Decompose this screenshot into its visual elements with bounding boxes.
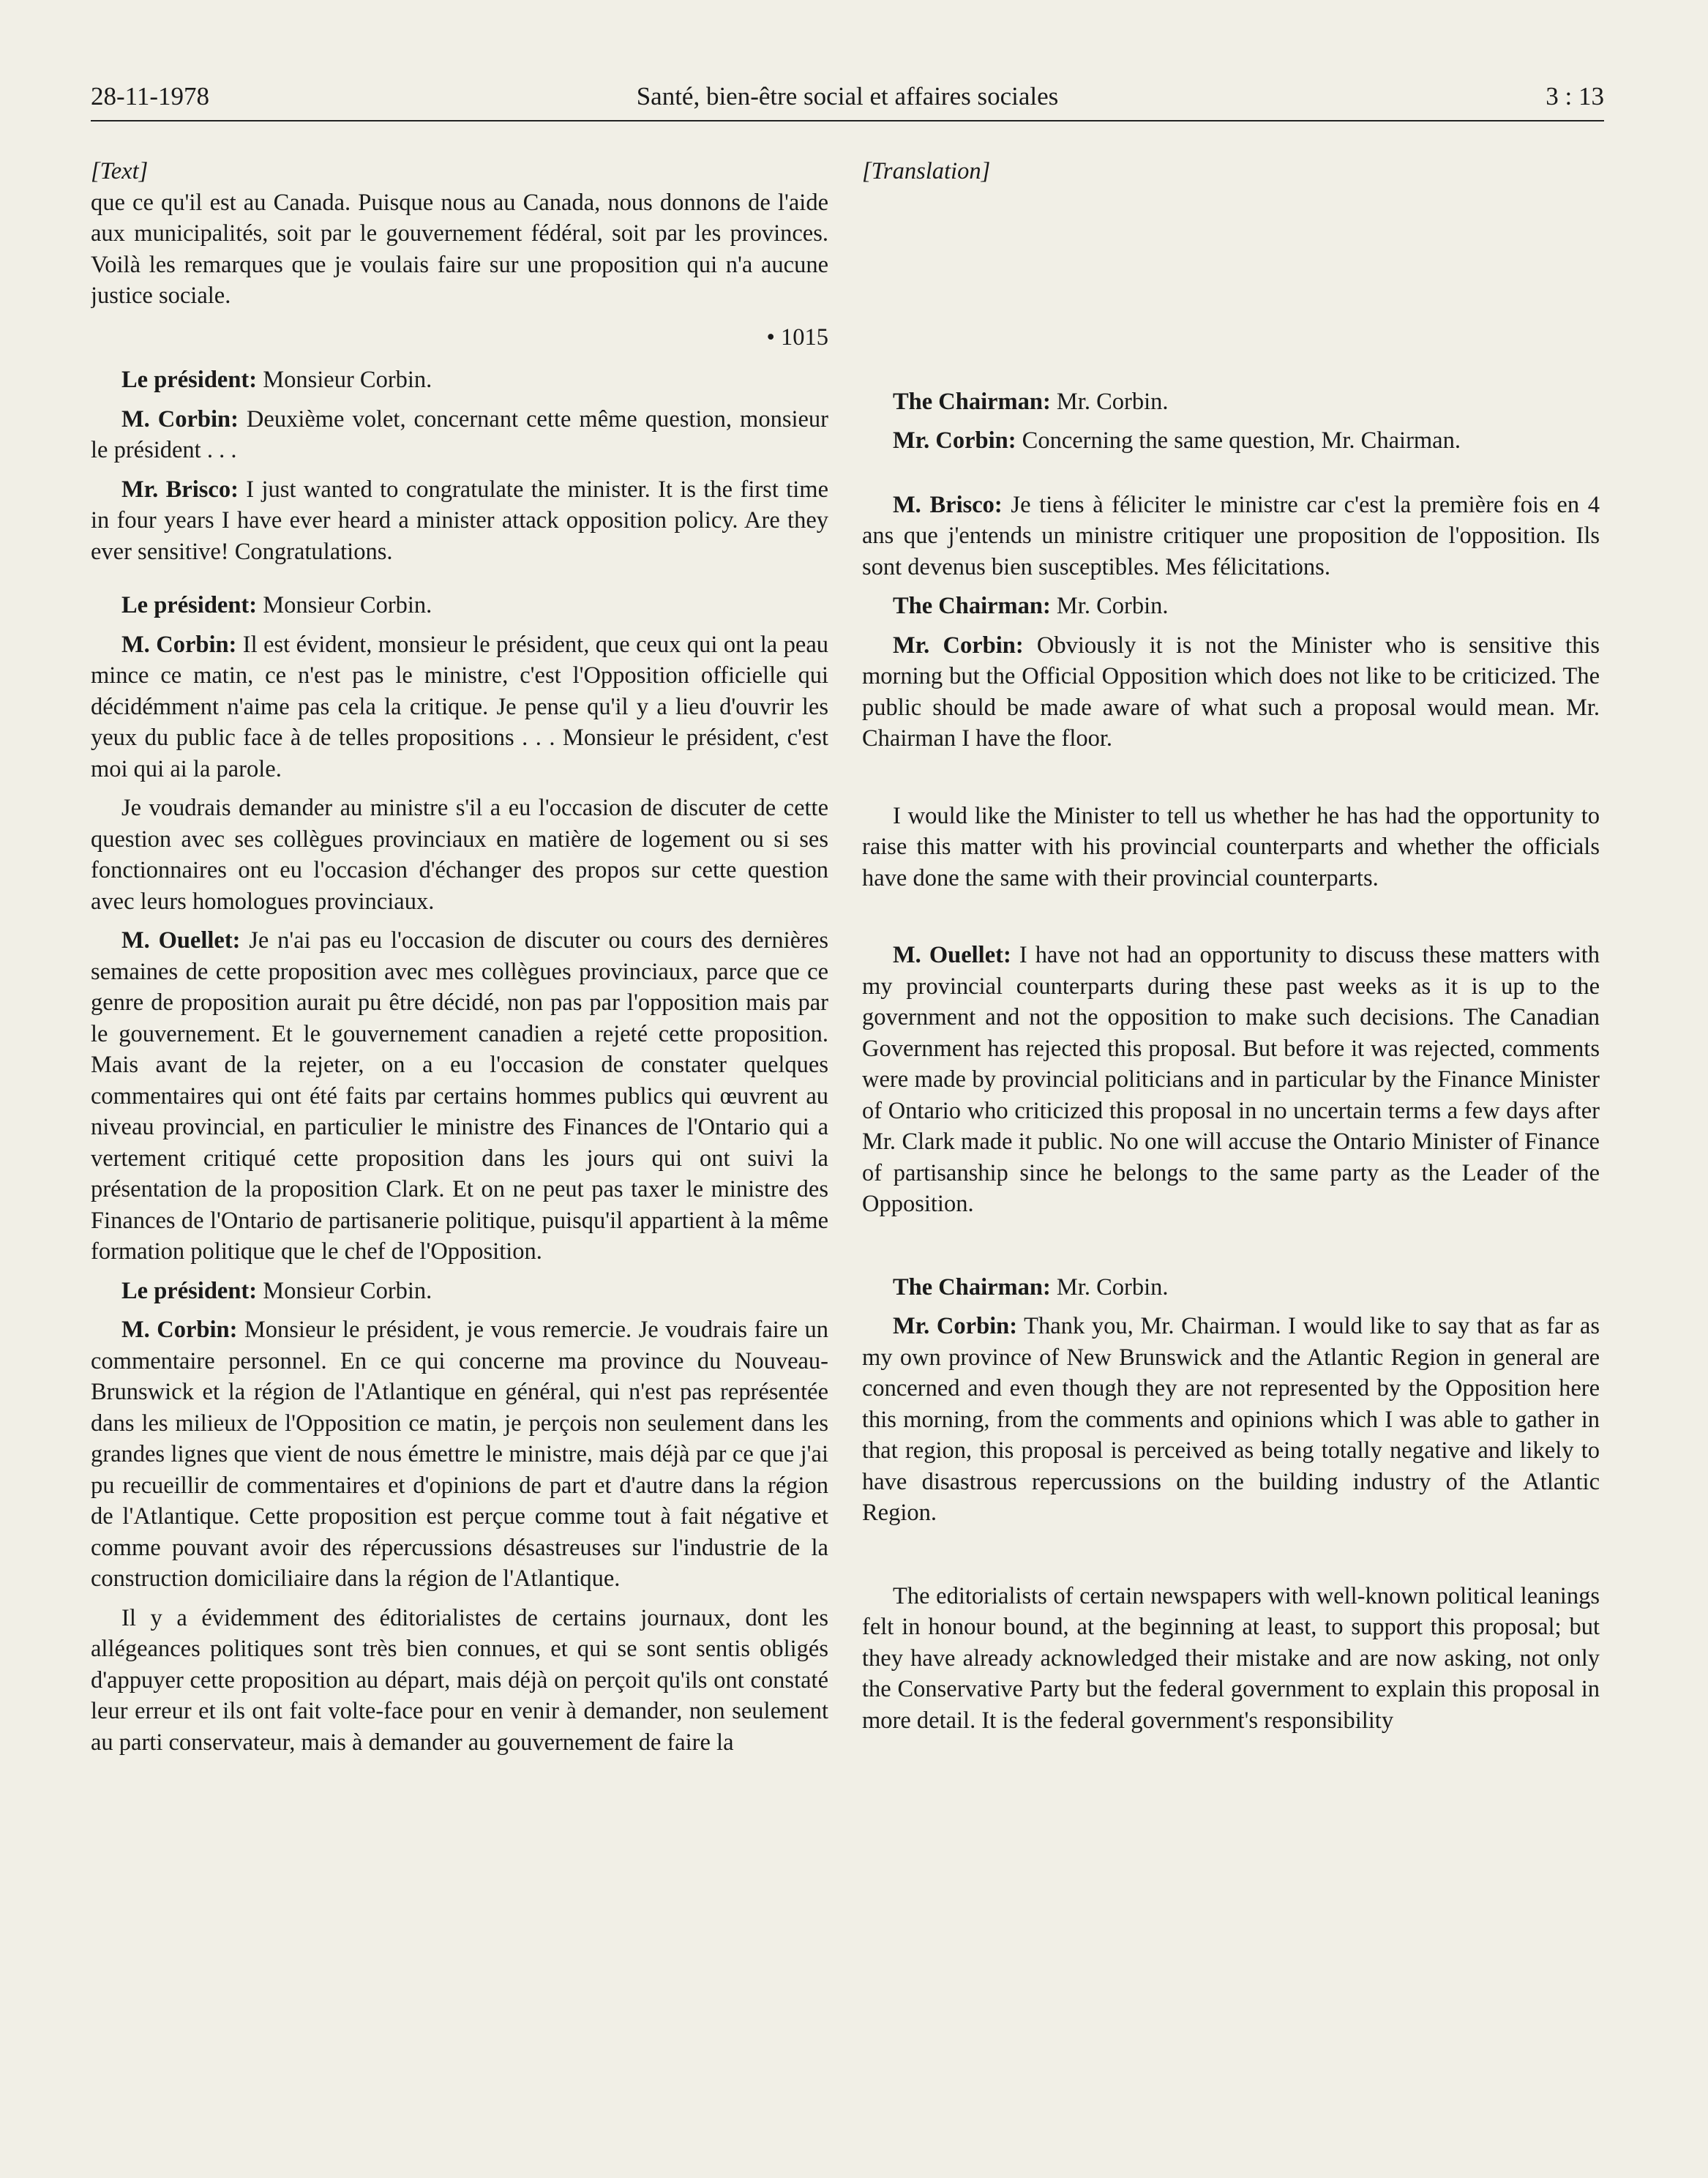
speaker-name: M. Ouellet: [121,927,241,954]
speech-text: Je tiens à féliciter le ministre car c'est la première fois en 4 ans que j'entends un ministre critiquer une proposition de l'opposition. Ils sont devenus bien susceptibles. Mes félicitations. [862,491,1600,580]
speaker-name: Mr. Corbin: [893,1313,1018,1339]
paragraph-right-7 [862,940,1600,1220]
speaker-name: Le président: [121,1277,258,1304]
spacer [862,1537,1600,1581]
paragraph-left-4 [91,590,828,621]
french-column [91,156,828,2132]
paragraph-continuation: que ce qu'il est au Canada. Puisque nous au Canada, nous donnons de l'aide aux municipalités, soit par le gouvernement fédéral, soit par les provinces. Voilà les remarques que je voulais faire sur une proposition qui n'a aucune justice sociale. [91,189,828,309]
header-title: Santé, bien-être social et affaires sociales [636,82,1059,111]
speaker-name: Le président: [121,592,258,618]
paragraph-right-3 [862,490,1600,583]
spacer [862,902,1600,940]
paragraph-left-6: Je voudrais demander au ministre s'il a eu l'occasion de discuter de cette question avec ses collègues provinciaux en matière de logement ou si ses fonctionnaires ont eu l'occasion d'échanger des propos sur cette question avec leurs homologues provinciaux. [91,795,828,915]
header-date: 28-11-1978 [91,82,210,111]
header-page-number: 3 : 13 [1546,82,1604,111]
paragraph-right-9 [862,1311,1600,1529]
speaker-name: The Chairman: [893,593,1051,619]
paragraph-right-8 [862,1272,1600,1303]
speaker-name: Mr. Brisco: [121,476,239,503]
spacer [862,187,1600,386]
paragraph-right-4 [862,591,1600,622]
english-column [862,156,1600,2132]
speaker-name: Mr. Corbin: [893,632,1024,659]
speech-text: Mr. Corbin. [1050,1273,1169,1301]
speaker-name: The Chairman: [893,1273,1051,1301]
speech-text: Monsieur Corbin. [257,592,432,618]
speech-text: I just wanted to congratulate the minister. It is the first time in four years I have ever heard a minister attack opposition policy. Are they ever sensitive! Congratulations. [91,476,828,565]
speaker-name: M. Corbin: [121,1317,238,1343]
time-marker: • 1015 [766,323,828,351]
speech-text: I have not had an opportunity to discuss these matters with my provincial counterparts during these past weeks as it is up to the government and not the opposition to make such decisions. The Canadian Government has rejected this proposal. But before it was rejected, comments were made by provincial politicians and in particular by the Finance Minister of Ontario who criticized this proposal in no uncertain terms a few days after Mr. Clark made it public. No one will accuse the Ontario Minister of Finance of partisanship since he belongs to the same party as the Leader of the Opposition. [862,942,1600,1217]
spacer [862,763,1600,801]
spacer [91,575,828,590]
paragraph-left-7 [91,925,828,1268]
paragraph-left-10: Il y a évidemment des éditorialistes de certains journaux, dont les allégeances politiques sont très bien connues, et qui se sont sentis obligés d'appuyer cette proposition au départ, mais déjà on perçoit qu'ils ont constaté leur erreur et ils ont fait volte-face pour en venir à demander, non seulement au parti conservateur, mais à demander au gouvernement de faire la [91,1604,828,1756]
speech-text: Monsieur Corbin. [257,1277,432,1304]
speech-text: Concerning the same question, Mr. Chairman. [1016,427,1461,454]
speech-text: Mr. Corbin. [1050,593,1169,619]
running-header [91,79,1604,121]
speech-text: Deuxième volet, concernant cette même question, monsieur le président . . . [91,405,828,463]
paragraph-right-2 [862,425,1600,457]
paragraph-left-1 [91,364,828,396]
paragraph-left-5 [91,629,828,785]
speaker-name: Mr. Corbin: [893,427,1016,454]
speaker-name: The Chairman: [893,388,1051,415]
spacer [862,1228,1600,1272]
speaker-name: M. Corbin: [121,405,239,433]
speech-text: Monsieur Corbin. [257,367,432,393]
paragraph-right-5 [862,630,1600,755]
paragraph-left-2 [91,404,828,466]
speaker-name: M. Brisco: [893,491,1003,518]
paragraph-right-10: The editorialists of certain newspapers with well-known political leanings felt in honour bound, at the beginning at least, to support this proposal; but they have already acknowledged their mistake and are now asking, not only the Conservative Party but the federal government to explain this proposal in more detail. It is the federal government's responsibility [862,1582,1600,1734]
translation-tag: [Translation] [862,158,991,184]
paragraph-left-9 [91,1314,828,1595]
speech-text: Obviously it is not the Minister who is sensitive this morning but the Official Opposition which does not like to be criticized. The public should be made aware of what such a proposal would mean. Mr. Chairman I have the floor. [862,632,1600,752]
speech-text: Monsieur le président, je vous remercie. Je voudrais faire un commentaire personnel. En ce qui concerne ma province du Nouveau-Brunswick et la région de l'Atlantique en général, qui n'est pas représentée dans les milieux de l'Opposition ce matin, je perçois non seulement dans les grandes lignes que vient de nous émettre le ministre, mais déjà par ce que j'ai pu recueillir de commentaires et d'opinions de part et d'autre dans la région de l'Atlantique. Cette proposition est perçue comme tout à fait négative et comme pouvant avoir des répercussions désastreuses sur l'industrie de la construction domiciliaire dans la région de l'Atlantique. [91,1317,828,1592]
paragraph-left-8 [91,1276,828,1307]
paragraph-right-6: I would like the Minister to tell us whether he has had the opportunity to raise this matter with his provincial counterparts and whether the officials have done the same with their provincial counterparts. [862,802,1600,891]
speech-text: Je n'ai pas eu l'occasion de discuter ou cours des dernières semaines de cette proposition avec mes collègues provinciaux, parce que ce genre de proposition aurait pu être décidé, non pas par l'opposition mais par le gouvernement. Et le gouvernement canadien a rejeté cette proposition. Mais avant de la rejeter, on a eu l'occasion de constater quelques commentaires qui ont été faits par certains hommes publics qui œuvrent au niveau provincial, en particulier le ministre des Finances de l'Ontario qui a vertement critiqué cette proposition dans les jours qui ont suivi la présentation de la proposition Clark. Et on ne peut pas taxer le ministre des Finances de l'Ontario de partisanerie politique, puisqu'il appartient à la même formation politique que le chef de l'Opposition. [91,927,828,1265]
speaker-name: M. Ouellet: [893,942,1011,968]
speech-text: Thank you, Mr. Chairman. I would like to say that as far as my own province of New Brunswick and the Atlantic Region in general are concerned and even though they are not represented by the Opposition here this morning, from the comments and opinions which I was able to gather in that region, this proposal is perceived as being totally negative and likely to have disastrous repercussions on the building industry of the Atlantic Region. [862,1313,1600,1526]
paragraph-right-1 [862,386,1600,418]
speaker-name: Le président: [121,367,258,393]
speaker-name: M. Corbin: [121,631,237,658]
speech-text: Il est évident, monsieur le président, que ceux qui ont la peau mince ce matin, ce n'est pas le ministre, c'est l'Opposition officielle qui décidémment n'aime pas cela la critique. Je pense qu'il y a lieu d'ouvrir les yeux du public face à de telles propositions . . . Monsieur le président, c'est moi qui ai la parole. [91,631,828,782]
spacer [862,465,1600,490]
text-tag: [Text] [91,158,149,184]
paragraph-left-3 [91,474,828,568]
speech-text: Mr. Corbin. [1050,388,1169,415]
